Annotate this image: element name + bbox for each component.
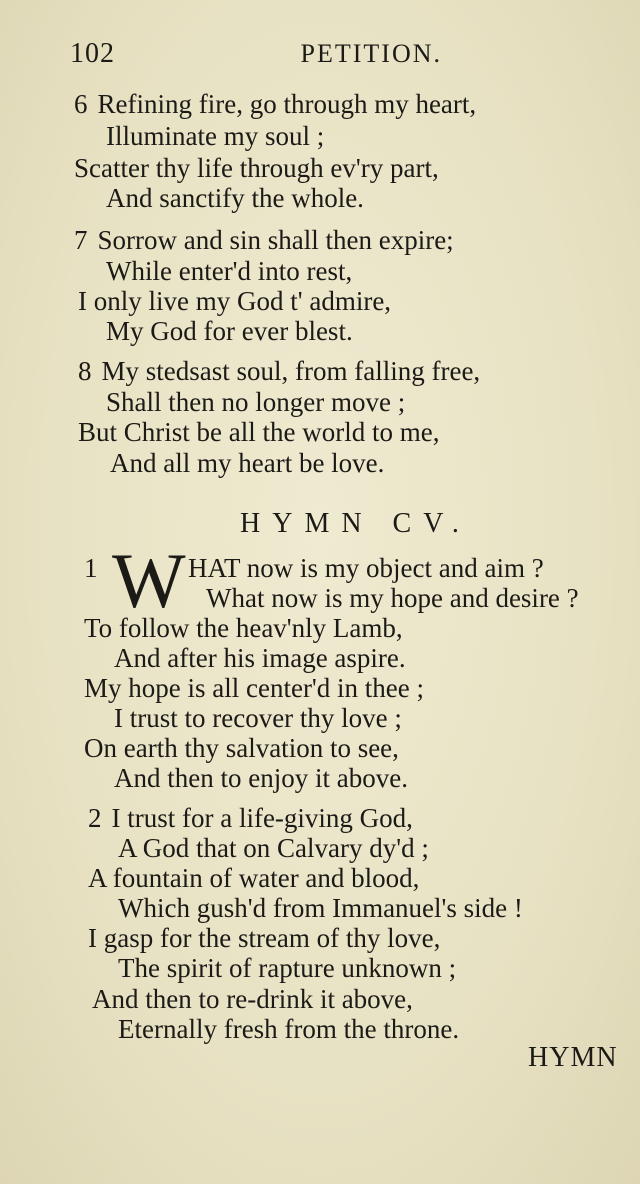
catchword: HYMN bbox=[528, 1042, 618, 1073]
hymn-title: HYMN CV. bbox=[240, 508, 471, 539]
verse-line: A fountain of water and blood, bbox=[88, 863, 420, 893]
verse-line: Scatter thy life through ev'ry part, bbox=[74, 153, 439, 183]
verse-line: But Christ be all the world to me, bbox=[78, 417, 440, 447]
verse-text: Sorrow and sin shall then expire; bbox=[97, 225, 454, 255]
verse-line: I trust to recover thy love ; bbox=[114, 703, 402, 733]
verse-line bbox=[78, 355, 480, 387]
verse-text: Refining fire, go through my heart, bbox=[97, 89, 477, 119]
verse-line: On earth thy salvation to see, bbox=[84, 733, 399, 763]
verse-line: What now is my hope and desire ? bbox=[206, 583, 579, 613]
verse-line: I only live my God t' admire, bbox=[78, 286, 392, 316]
verse-line: A God that on Calvary dy'd ; bbox=[118, 833, 429, 863]
verse-text: My stedsast soul, from falling free, bbox=[101, 356, 481, 386]
verse-line: My God for ever blest. bbox=[106, 316, 353, 346]
page-header bbox=[70, 34, 442, 74]
verse-line: Shall then no longer move ; bbox=[106, 387, 406, 417]
verse-number: 7 bbox=[74, 225, 88, 255]
verse-line: And then to enjoy it above. bbox=[114, 763, 408, 793]
page-number: 102 bbox=[70, 38, 115, 69]
verse-line: And all my heart be love. bbox=[110, 448, 385, 478]
verse-number: 1 bbox=[84, 553, 98, 583]
verse-line: Eternally fresh from the throne. bbox=[118, 1014, 460, 1044]
verse-line: And sanctify the whole. bbox=[106, 183, 364, 213]
verse-line bbox=[88, 802, 413, 834]
verse-number: 8 bbox=[78, 356, 92, 386]
verse-line bbox=[74, 224, 454, 256]
verse-line: To follow the heav'nly Lamb, bbox=[84, 613, 403, 643]
verse-line: My hope is all center'd in thee ; bbox=[84, 673, 425, 703]
verse-line: While enter'd into rest, bbox=[106, 256, 353, 286]
verse-line: The spirit of rapture unknown ; bbox=[118, 953, 457, 983]
verse-line: HAT now is my object and aim ? bbox=[188, 553, 544, 583]
verse-line: I gasp for the stream of thy love, bbox=[88, 923, 441, 953]
verse-line: Which gush'd from Immanuel's side ! bbox=[118, 893, 523, 923]
drop-cap: W bbox=[112, 537, 186, 624]
verse-line bbox=[74, 88, 476, 120]
running-head: PETITION. bbox=[300, 39, 442, 68]
verse-text: I trust for a life-giving God, bbox=[111, 803, 413, 833]
verse-number: 6 bbox=[74, 89, 88, 119]
verse-number: 2 bbox=[88, 803, 102, 833]
verse-line: Illuminate my soul ; bbox=[106, 121, 325, 151]
verse-line: And after his image aspire. bbox=[114, 643, 406, 673]
verse-line: And then to re-drink it above, bbox=[92, 984, 413, 1014]
